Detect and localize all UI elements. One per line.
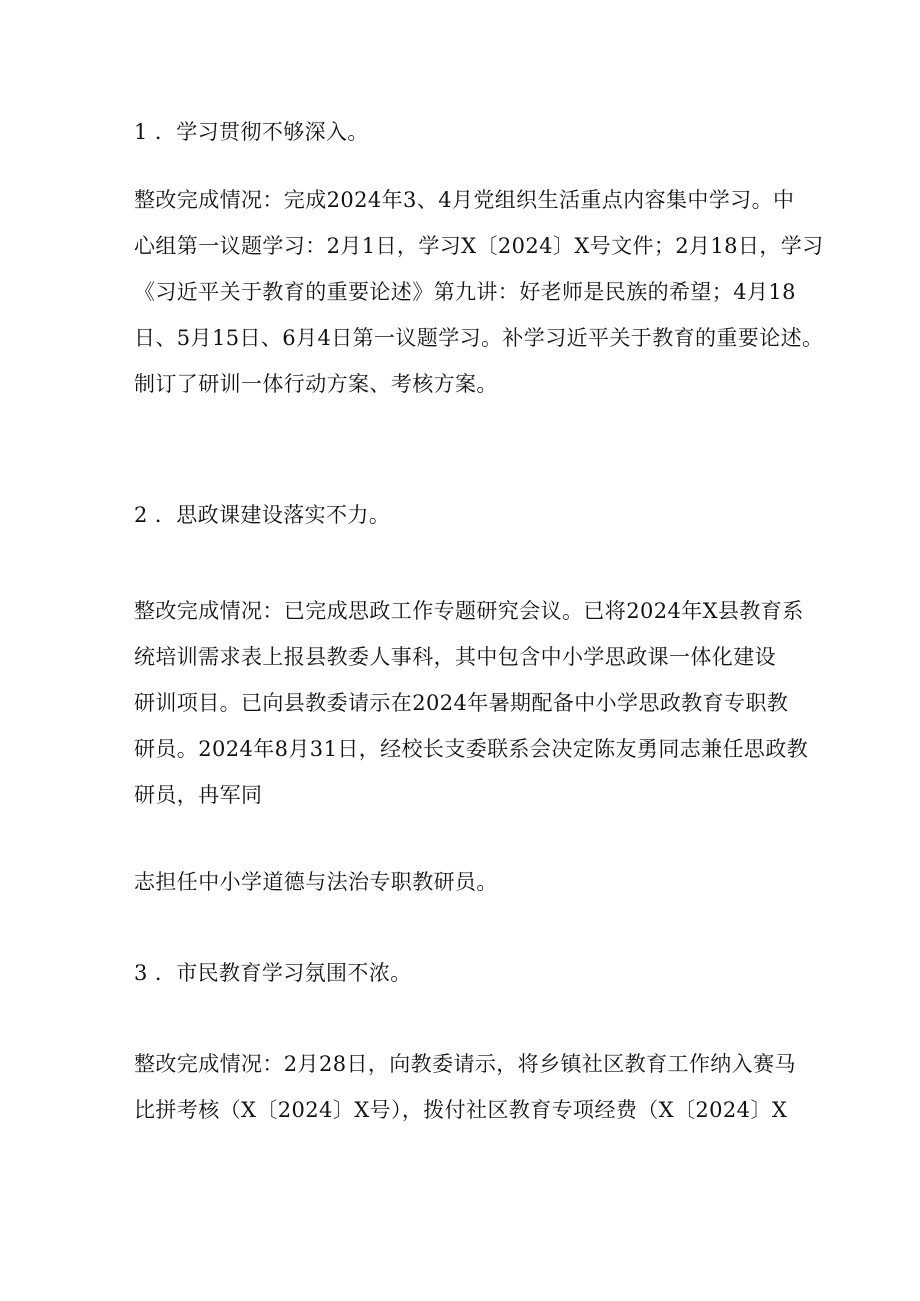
paragraph-2-line-1: 整改完成情况：已完成思政工作专题研究会议。已将2024年X县教育系 bbox=[134, 599, 804, 623]
paragraph-2-line-3: 研训项目。已向县教委请示在2024年暑期配备中小学思政教育专职教 bbox=[134, 691, 789, 715]
paragraph-1-line-2: 心组第一议题学习：2月1日，学习X〔2024〕X号文件；2月18日，学习 bbox=[134, 234, 824, 258]
paragraph-2-line-5: 研员，冉军同 bbox=[134, 783, 263, 807]
paragraph-2-line-4: 研员。2024年8月31日，经校长支委联系会决定陈友勇同志兼任思政教 bbox=[134, 737, 809, 761]
paragraph-2-line-6: 志担任中小学道德与法治专职教研员。 bbox=[134, 870, 498, 894]
paragraph-1-line-3: 《习近平关于教育的重要论述》第九讲：好老师是民族的希望；4月18 bbox=[134, 280, 796, 304]
paragraph-1-line-4: 日、5月15日、6月4日第一议题学习。补学习近平关于教育的重要论述。 bbox=[134, 326, 824, 350]
paragraph-3-line-2: 比拼考核（X〔2024〕X号），拨付社区教育专项经费（X〔2024〕X bbox=[134, 1098, 788, 1122]
heading-item-1: 1 ．学习贯彻不够深入。 bbox=[134, 120, 369, 144]
paragraph-1-line-5: 制订了研训一体行动方案、考核方案。 bbox=[134, 372, 498, 396]
heading-item-3: 3 ．市民教育学习氛围不浓。 bbox=[134, 961, 412, 985]
paragraph-2-line-2: 统培训需求表上报县教委人事科，其中包含中小学思政课一体化建设 bbox=[134, 645, 776, 669]
heading-item-2: 2 ．思政课建设落实不力。 bbox=[134, 503, 391, 527]
paragraph-3-line-1: 整改完成情况：2月28日，向教委请示，将乡镇社区教育工作纳入赛马 bbox=[134, 1052, 796, 1076]
paragraph-1-line-1: 整改完成情况：完成2024年3、4月党组织生活重点内容集中学习。中 bbox=[134, 188, 795, 212]
